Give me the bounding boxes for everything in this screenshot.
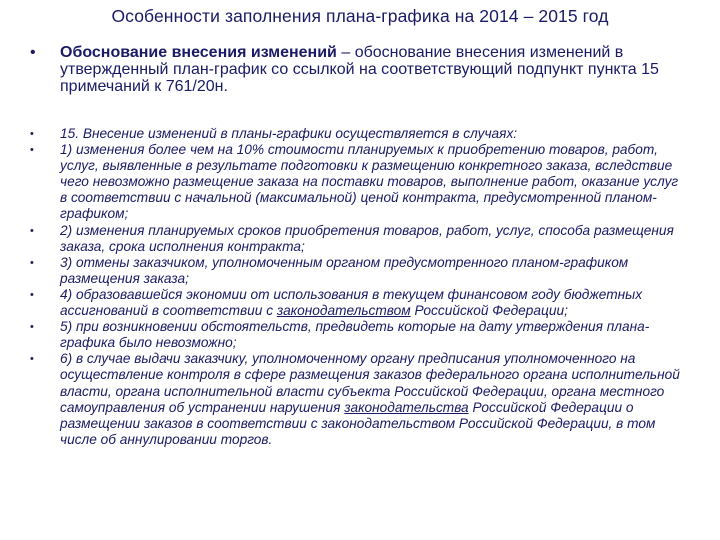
lead-text: обоснование внесения изменений в утвержденный план-график со ссылкой на соответствующий подпункт пункта 15 примечаний к 761/20н. [60,44,659,95]
lead-dash: – [336,44,355,61]
list-item [30,142,680,222]
list-item-text: 5) при возникновении обстоятельств, предвидеть которые на дату утверждения плана-графика было невозможно; [60,319,650,351]
list-item-text-part: Российской Федерации о размещении заказов в соответствии с законодательством Российской Федерации, в том числе об аннулировании торгов. [60,399,656,447]
list-item-text-part: Российской Федерации; [410,303,568,319]
page-title: Особенности заполнения плана-графика на 2014 – 2015 год [111,6,609,26]
list-item [30,255,680,287]
list-item [30,319,680,351]
list-item [30,126,680,142]
bullet: • [30,224,34,237]
bullet: • [30,353,34,366]
bullet: • [30,44,36,61]
bullet: • [30,144,34,157]
lead-paragraph [30,44,690,95]
bullet: • [30,128,34,140]
bullet: • [30,321,34,334]
list-item [30,351,680,448]
list-item-text-part: 4) образовавшейся экономии от использования в текущем финансовом году бюджетных ассигнований в соответствии с [60,286,643,319]
list-item-text: 3) отмены заказчиком, уполномоченным органом предусмотренного планом-графиком размещения заказа; [60,254,629,286]
legislation-link[interactable]: законодательства [344,399,469,415]
bullet: • [30,288,34,301]
bullet: • [30,256,34,269]
list-item [30,287,680,319]
list-item-text: 2) изменения планируемых сроков приобретения товаров, работ, услуг, способа размещения заказа, срока исполнения контракта; [60,222,674,254]
list-item-text [60,351,680,448]
list-item-text: 1) изменения более чем на 10% стоимости планируемых к приобретению товаров, работ, услуг, выявленные в результате подготовки к размещению конкретного заказа, вследствие чего невозможно размещение заказа на поставки товаров, выполнение работ, оказание услуг в соответствии с начальной (максимальной) ценой контракта, предусмотренной планом-графиком; [60,142,679,222]
list-item-text [60,287,680,319]
change-cases-list [30,126,680,448]
list-item-text: 15. Внесение изменений в планы-графики осуществляется в случаях: [60,126,518,141]
lead-heading: Обоснование внесения изменений [60,44,337,61]
list-item [30,223,680,255]
legislation-link[interactable]: законодательством [276,303,411,319]
list-item-text-part: 6) в случае выдачи заказчику, уполномоченному органу предписания уполномоченного на осуществление контроля в сфере размещения заказов федерального органа исполнительной власти, органа исполнительной власти субъекта Российской Федерации, органа местного самоуправления об устранении нарушения [60,351,680,415]
